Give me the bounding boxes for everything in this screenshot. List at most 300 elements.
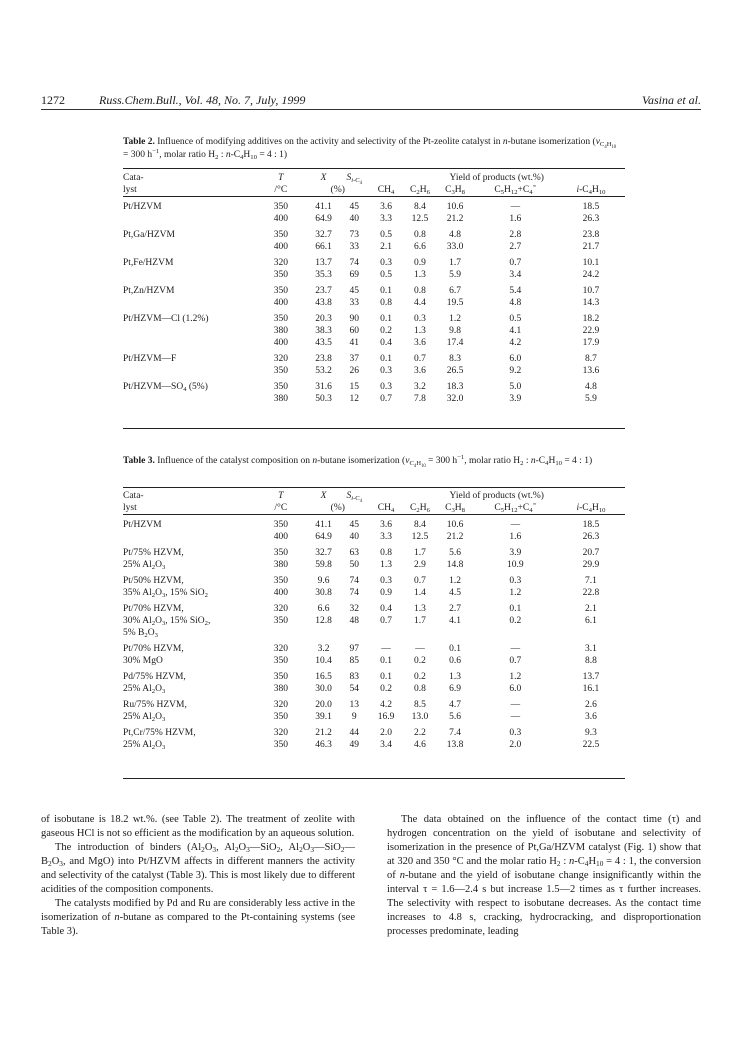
- cell-value: 64.9: [315, 214, 332, 224]
- header-lyst: lyst: [123, 503, 137, 513]
- cell-value: 12.5: [411, 532, 429, 542]
- cell-value: 1.3: [414, 270, 426, 280]
- cell-value: 2.7: [509, 242, 522, 252]
- cell-value: 40: [349, 214, 359, 224]
- cell-value: 380: [273, 684, 288, 694]
- cell-value: 6.9: [449, 684, 461, 694]
- cell-value: 0.7: [380, 394, 392, 404]
- cell-value: 1.6: [509, 532, 522, 542]
- cell-value: 0.2: [414, 672, 426, 682]
- cell-value: 350: [273, 672, 288, 682]
- catalyst-name: 25% $Al_2O_3$: [123, 740, 166, 751]
- cell-value: 22.5: [582, 740, 600, 750]
- cell-value: 0.7: [509, 656, 522, 666]
- cell-value: 9.3: [585, 728, 597, 738]
- header-unit-celsius: /°C: [274, 185, 288, 195]
- header-c3h8: $C_3H_8$: [445, 503, 465, 514]
- catalyst-name: Pt/HZVM—F: [123, 354, 177, 364]
- cell-value: 45: [349, 286, 359, 296]
- table2-body: [123, 197, 625, 406]
- catalyst-name: [123, 325, 255, 337]
- cell-value: 32: [349, 604, 359, 614]
- cell-value: 0.9: [414, 258, 426, 268]
- cell-value: 7.8: [414, 394, 426, 404]
- header-c5: $C_5H_{12}+C_4^=$: [494, 182, 537, 196]
- cell-value: 17.9: [582, 338, 600, 348]
- cell-value: 0.5: [509, 314, 522, 324]
- cell-value: 1.3: [414, 326, 426, 336]
- catalyst-name: [123, 531, 255, 543]
- cell-value: 6.6: [317, 604, 330, 614]
- cell-value: 73: [349, 230, 359, 240]
- cell-value: 0.7: [414, 354, 426, 364]
- cell-value: 16.5: [315, 672, 332, 682]
- cell-value: 0.1: [509, 604, 522, 614]
- cell-value: 23.8: [315, 354, 332, 364]
- cell-value: 4.7: [449, 700, 461, 710]
- cell-value: 24.2: [582, 270, 600, 280]
- cell-value: 3.3: [380, 532, 392, 542]
- catalyst-name: [123, 297, 255, 309]
- header-temperature: T: [278, 491, 284, 501]
- cell-value: 350: [273, 230, 288, 240]
- table2-header-row-1: [123, 172, 625, 184]
- cell-value: 63: [349, 548, 359, 558]
- cell-value: 43.8: [315, 298, 332, 308]
- cell-value: 0.8: [414, 230, 426, 240]
- cell-value: 69: [349, 270, 359, 280]
- table3: [123, 490, 625, 751]
- cell-value: 97: [349, 644, 359, 654]
- cell-value: 3.6: [414, 338, 426, 348]
- header-yield: Yield of products (wt.%): [449, 173, 544, 183]
- cell-value: 9: [351, 712, 357, 722]
- cell-value: 0.2: [380, 326, 392, 336]
- header-ic4: $i-C_4H_{10}$: [576, 185, 606, 196]
- cell-value: 38.3: [315, 326, 332, 336]
- cell-value: 19.5: [446, 298, 464, 308]
- cell-value: 46.3: [315, 740, 332, 750]
- cell-value: 1.2: [509, 588, 522, 598]
- cell-value: 12.5: [411, 214, 429, 224]
- cell-value: 33: [349, 298, 359, 308]
- cell-value: 320: [273, 728, 288, 738]
- cell-value: 2.6: [585, 700, 597, 710]
- cell-value: 350: [273, 286, 288, 296]
- cell-value: 2.7: [449, 604, 461, 614]
- table-row: [123, 695, 625, 711]
- cell-value: 0.3: [380, 382, 392, 392]
- table-row: [123, 349, 625, 365]
- cell-value: [368, 627, 403, 639]
- cell-value: 8.7: [585, 354, 597, 364]
- cell-value: [307, 627, 340, 639]
- cell-value: 13.0: [411, 712, 429, 722]
- cell-value: 26: [349, 366, 359, 376]
- table-row: [123, 225, 625, 241]
- cell-value: 30.8: [315, 588, 332, 598]
- cell-value: 5.4: [509, 286, 522, 296]
- table3-header-row-2: [123, 502, 625, 515]
- cell-value: 320: [273, 258, 288, 268]
- cell-value: 18.5: [582, 202, 600, 212]
- cell-value: 21.7: [582, 242, 600, 252]
- cell-value: 16.9: [377, 712, 395, 722]
- cell-value: 41.1: [315, 520, 332, 530]
- cell-value: —: [381, 644, 391, 654]
- cell-value: 0.8: [380, 548, 392, 558]
- cell-value: 14.8: [446, 560, 464, 570]
- cell-value: 7.4: [449, 728, 461, 738]
- cell-value: 0.2: [414, 656, 426, 666]
- cell-value: 350: [273, 740, 288, 750]
- cell-value: 6.0: [509, 684, 522, 694]
- table-row: [123, 587, 625, 599]
- cell-value: 9.2: [509, 366, 522, 376]
- header-percent: (%): [330, 185, 345, 195]
- table-row: [123, 519, 625, 531]
- cell-value: 0.5: [380, 230, 392, 240]
- cell-value: 350: [273, 548, 288, 558]
- catalyst-name: [123, 241, 255, 253]
- cell-value: 12: [349, 394, 359, 404]
- table-row: [123, 253, 625, 269]
- cell-value: —: [510, 202, 521, 212]
- cell-value: 8.8: [585, 656, 597, 666]
- cell-value: 60: [349, 326, 359, 336]
- table-row: [123, 739, 625, 751]
- table-row: [123, 337, 625, 349]
- cell-value: 0.1: [449, 644, 461, 654]
- cell-value: 10.7: [582, 286, 600, 296]
- cell-value: 0.1: [380, 286, 392, 296]
- cell-value: 5.6: [449, 712, 461, 722]
- cell-value: 0.7: [509, 258, 522, 268]
- cell-value: 0.8: [414, 286, 426, 296]
- header-selectivity: $S_{i-C_4}$: [346, 491, 363, 504]
- cell-value: 0.5: [380, 270, 392, 280]
- table2-bottom-rule: [123, 428, 625, 429]
- cell-value: 49: [349, 740, 359, 750]
- cell-value: 5.0: [509, 382, 522, 392]
- catalyst-name: [123, 269, 255, 281]
- cell-value: 2.8: [509, 230, 522, 240]
- table3-caption: Table 3. Influence of the catalyst composition on n-butane isomerization ($v_{C_4H_{10}} = 300$ $h^{-1}$, molar ratio $H_2$ : $n-C_4H_{10} = 4$ : 1): [123, 453, 593, 469]
- table-row: [123, 393, 625, 405]
- cell-value: 0.1: [380, 672, 392, 682]
- table-row: [123, 325, 625, 337]
- cell-value: 0.8: [380, 298, 392, 308]
- cell-value: 1.6: [509, 214, 522, 224]
- cell-value: 0.1: [380, 656, 392, 666]
- cell-value: 33: [349, 242, 359, 252]
- header-c5: $C_5H_{12}+C_4^=$: [494, 500, 537, 514]
- catalyst-name: [123, 337, 255, 349]
- cell-value: 10.6: [446, 202, 464, 212]
- cell-value: 18.2: [582, 314, 600, 324]
- cell-value: 43.5: [315, 338, 332, 348]
- table3-body: [123, 515, 625, 752]
- cell-value: 0.2: [380, 684, 392, 694]
- cell-value: 6.1: [585, 616, 597, 626]
- authors: Vasina et al.: [642, 93, 701, 107]
- header-ic4: $i-C_4H_{10}$: [576, 503, 606, 514]
- table2: [123, 172, 625, 405]
- cell-value: 350: [273, 382, 288, 392]
- cell-value: 350: [273, 616, 288, 626]
- table3-bottom-rule: [123, 778, 625, 779]
- cell-value: 0.1: [380, 314, 392, 324]
- cell-value: 7.1: [585, 576, 597, 586]
- cell-value: 32.7: [315, 230, 332, 240]
- catalyst-name: Pt/HZVM: [123, 202, 162, 212]
- cell-value: 350: [273, 576, 288, 586]
- cell-value: 320: [273, 604, 288, 614]
- cell-value: 1.3: [380, 560, 392, 570]
- cell-value: 4.8: [509, 298, 522, 308]
- cell-value: 3.6: [380, 520, 392, 530]
- table-row: [123, 627, 625, 639]
- cell-value: 0.7: [414, 576, 426, 586]
- cell-value: 350: [273, 314, 288, 324]
- cell-value: 10.4: [315, 656, 332, 666]
- cell-value: 6.7: [449, 286, 461, 296]
- catalyst-name: Ru/75% HZVM,: [123, 700, 187, 710]
- table-row: [123, 723, 625, 739]
- table-row: [123, 639, 625, 655]
- cell-value: [255, 627, 308, 639]
- cell-value: 8.3: [449, 354, 461, 364]
- cell-value: 35.3: [315, 270, 332, 280]
- body-right-column: [387, 813, 701, 939]
- cell-value: [474, 627, 557, 639]
- cell-value: 0.4: [380, 338, 392, 348]
- cell-value: 10.9: [507, 560, 524, 570]
- cell-value: 8.5: [414, 700, 426, 710]
- cell-value: 74: [349, 576, 359, 586]
- cell-value: 26.3: [582, 214, 600, 224]
- paragraph: The data obtained on the influence of the contact time (τ) and hydrogen concentration on the yield of isobutane and selectivity of isomerization in the presence of Pt,Ga/HZVM catalyst (Fig. 1) show that at 320 and 350 °C and the molar ratio $H_2$ : $n-C_4H_{10} = 4$ : 1, the conversion of n-butane and the yield of isobutane change insignificantly within the interval τ = 1.6—2.4 s but increase 1.5—2 times as τ further increases. The selectivity with respect to isobutane decreases. As the contact time increases to 4.8 s, cracking, hydrocracking, and disproportionation processes predominate, leading: [387, 814, 701, 937]
- cell-value: 3.9: [509, 394, 522, 404]
- cell-value: 1.7: [414, 548, 426, 558]
- cell-value: 18.5: [582, 520, 600, 530]
- paragraph: The catalysts modified by Pd and Ru are considerably less active in the isomerization of n-butane as compared to the Pt-containing systems (see Table 3).: [41, 898, 355, 937]
- cell-value: 90: [349, 314, 359, 324]
- cell-value: 64.9: [315, 532, 332, 542]
- cell-value: 3.2: [317, 644, 330, 654]
- cell-value: 6.0: [509, 354, 522, 364]
- table-row: [123, 269, 625, 281]
- table-row: [123, 297, 625, 309]
- table-row: [123, 281, 625, 297]
- cell-value: 0.9: [380, 588, 392, 598]
- table2-top-rule: [123, 168, 625, 169]
- cell-value: 0.8: [414, 684, 426, 694]
- cell-value: 32.0: [446, 394, 464, 404]
- paragraph: of isobutane is 18.2 wt.%. (see Table 2). The treatment of zeolite with gaseous HCl is not so efficient as the modification by an aqueous solution.: [41, 814, 355, 839]
- header-c2h6: $C_2H_6$: [410, 503, 430, 514]
- header-lyst: lyst: [123, 185, 137, 195]
- cell-value: 29.9: [582, 560, 600, 570]
- catalyst-name: Pt/75% HZVM,: [123, 548, 184, 558]
- cell-value: 2.0: [380, 728, 392, 738]
- cell-value: —: [510, 712, 521, 722]
- cell-value: 3.4: [509, 270, 522, 280]
- cell-value: 400: [273, 242, 288, 252]
- cell-value: 2.0: [509, 740, 522, 750]
- cell-value: 3.2: [414, 382, 426, 392]
- cell-value: 31.6: [315, 382, 332, 392]
- cell-value: 21.2: [315, 728, 332, 738]
- cell-value: 4.8: [449, 230, 461, 240]
- header-selectivity: $S_{i-C_4}$: [346, 173, 363, 186]
- cell-value: 50.3: [315, 394, 332, 404]
- cell-value: 3.6: [414, 366, 426, 376]
- cell-value: 45: [349, 202, 359, 212]
- cell-value: 0.6: [449, 656, 461, 666]
- cell-value: 48: [349, 616, 359, 626]
- catalyst-name: Pt/HZVM—Cl (1.2%): [123, 314, 209, 324]
- catalyst-name: Pt,Zn/HZVM: [123, 286, 175, 296]
- cell-value: 0.1: [380, 354, 392, 364]
- header-conversion: X: [320, 173, 327, 183]
- table-row: [123, 213, 625, 225]
- cell-value: 1.3: [414, 604, 426, 614]
- cell-value: 320: [273, 700, 288, 710]
- cell-value: 0.2: [509, 616, 522, 626]
- cell-value: 4.4: [414, 298, 426, 308]
- cell-value: 9.6: [317, 576, 330, 586]
- table-row: [123, 599, 625, 615]
- cell-value: 13.7: [582, 672, 600, 682]
- cell-value: 74: [349, 588, 359, 598]
- cell-value: —: [415, 644, 425, 654]
- cell-value: 0.3: [509, 728, 522, 738]
- table-row: [123, 531, 625, 543]
- cell-value: 1.7: [449, 258, 461, 268]
- cell-value: 39.1: [315, 712, 332, 722]
- table-row: [123, 377, 625, 393]
- cell-value: 21.2: [446, 532, 464, 542]
- cell-value: 4.1: [449, 616, 461, 626]
- cell-value: 83: [349, 672, 359, 682]
- catalyst-name: 30% MgO: [123, 656, 163, 666]
- cell-value: —: [510, 520, 521, 530]
- cell-value: 1.3: [449, 672, 461, 682]
- cell-value: 37: [349, 354, 359, 364]
- cell-value: 15: [349, 382, 359, 392]
- running-header: [41, 93, 701, 110]
- cell-value: 5.9: [585, 394, 597, 404]
- cell-value: 13: [349, 700, 359, 710]
- cell-value: 13.8: [446, 740, 464, 750]
- cell-value: 4.1: [509, 326, 522, 336]
- cell-value: 320: [273, 354, 288, 364]
- cell-value: 400: [273, 338, 288, 348]
- cell-value: 400: [273, 298, 288, 308]
- cell-value: 41: [349, 338, 359, 348]
- cell-value: 5.6: [449, 548, 461, 558]
- cell-value: 5.9: [449, 270, 461, 280]
- cell-value: 400: [273, 588, 288, 598]
- table-row: [123, 241, 625, 253]
- cell-value: 20.7: [582, 548, 600, 558]
- cell-value: 13.7: [315, 258, 332, 268]
- cell-value: 14.3: [582, 298, 600, 308]
- header-ch4: $CH_4$: [377, 503, 395, 514]
- cell-value: 2.2: [414, 728, 426, 738]
- header-ch4: $CH_4$: [377, 185, 395, 196]
- cell-value: 53.2: [315, 366, 332, 376]
- table-row: [123, 543, 625, 559]
- cell-value: 22.9: [582, 326, 600, 336]
- cell-value: 4.6: [414, 740, 426, 750]
- table-row: [123, 571, 625, 587]
- cell-value: —: [510, 644, 521, 654]
- cell-value: 350: [273, 366, 288, 376]
- catalyst-name: [123, 393, 255, 405]
- cell-value: 380: [273, 560, 288, 570]
- cell-value: 1.2: [509, 672, 522, 682]
- cell-value: 0.3: [509, 576, 522, 586]
- cell-value: 1.2: [449, 576, 461, 586]
- cell-value: 8.4: [414, 520, 426, 530]
- catalyst-name: $Pt/HZVM—SO_4$ (5%): [123, 382, 208, 393]
- cell-value: 3.9: [509, 548, 522, 558]
- cell-value: 44: [349, 728, 359, 738]
- cell-value: 0.3: [380, 366, 392, 376]
- cell-value: 3.6: [380, 202, 392, 212]
- table-row: [123, 365, 625, 377]
- table3-top-rule: [123, 487, 625, 488]
- header-yield: Yield of products (wt.%): [449, 491, 544, 501]
- cell-value: 400: [273, 532, 288, 542]
- cell-value: 0.3: [414, 314, 426, 324]
- cell-value: 18.3: [446, 382, 464, 392]
- table3-header-row-1: [123, 490, 625, 502]
- journal-reference: Russ.Chem.Bull., Vol. 48, No. 7, July, 1999: [99, 93, 306, 107]
- table-row: [123, 655, 625, 667]
- table-row: [123, 309, 625, 325]
- cell-value: 8.4: [414, 202, 426, 212]
- cell-value: 9.8: [449, 326, 461, 336]
- cell-value: 50: [349, 560, 359, 570]
- table-row: [123, 667, 625, 683]
- body-left-column: [41, 813, 355, 939]
- paragraph: The introduction of binders ($Al_2O_3$, $Al_2O_3—SiO_2$, $Al_2O_3—SiO_2—B_2O_3$, and MgO) into Pt/HZVM affects in different manners the activity and selectivity of the catalyst (Table 3). This is most likely due to different acidities of the composition components.: [41, 842, 356, 895]
- page-number: 1272: [41, 93, 65, 107]
- cell-value: 3.4: [380, 740, 392, 750]
- header-temperature: T: [278, 173, 284, 183]
- cell-value: 74: [349, 258, 359, 268]
- cell-value: 2.1: [380, 242, 392, 252]
- cell-value: 20.3: [315, 314, 332, 324]
- cell-value: 3.6: [585, 712, 597, 722]
- cell-value: 380: [273, 326, 288, 336]
- catalyst-name: 5% $B_2O_3$: [123, 628, 158, 639]
- cell-value: 26.3: [582, 532, 600, 542]
- cell-value: [404, 627, 437, 639]
- cell-value: 350: [273, 270, 288, 280]
- cell-value: 3.3: [380, 214, 392, 224]
- cell-value: 45: [349, 520, 359, 530]
- cell-value: 1.2: [449, 314, 461, 324]
- catalyst-name: 25% $Al_2O_3$: [123, 560, 166, 571]
- catalyst-name: 30% $Al_2O_3$, 15% SiO$_2$,: [123, 616, 211, 627]
- catalyst-name: Pt/HZVM: [123, 520, 162, 530]
- catalyst-name: 25% $Al_2O_3$: [123, 684, 166, 695]
- catalyst-name: [123, 365, 255, 377]
